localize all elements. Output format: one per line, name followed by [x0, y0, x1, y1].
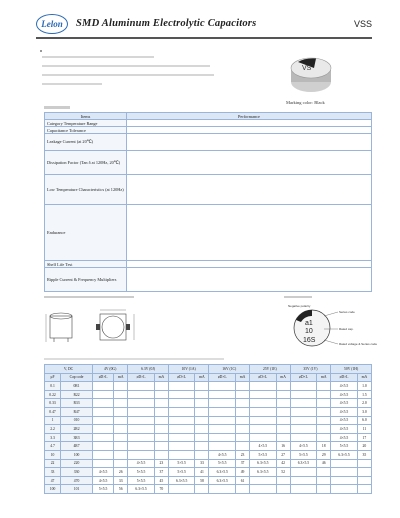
ripple-cell: [236, 442, 250, 451]
size-cell: 5×5.5: [250, 450, 277, 459]
size-cell: [290, 390, 317, 399]
capacitor-marking-text: VS: [302, 65, 312, 72]
ratings-heading: [44, 358, 224, 360]
cap-code-cell: R22: [61, 390, 93, 399]
size-cell: [290, 382, 317, 391]
size-subheader: øD×L: [128, 373, 155, 382]
ripple-cell: [195, 399, 209, 408]
size-cell: 5×5.5: [168, 459, 195, 468]
specifications-heading: [44, 106, 70, 109]
ripple-cell: [276, 476, 290, 485]
capacitance-cell: 0.22: [45, 390, 61, 399]
spec-value: [127, 134, 372, 151]
spec-item: Endurance: [45, 205, 127, 261]
size-cell: [290, 407, 317, 416]
capacitance-cell: 0.1: [45, 382, 61, 391]
feature-list: [42, 56, 242, 92]
voltage-header: 16V (1C): [209, 365, 250, 374]
ripple-cell: [114, 382, 128, 391]
ripple-cell: [154, 450, 168, 459]
ripple-cell: 27: [276, 450, 290, 459]
capacitance-cell: 0.47: [45, 407, 61, 416]
size-cell: [128, 450, 155, 459]
capacitance-cell: 3.3: [45, 433, 61, 442]
size-cell: [168, 382, 195, 391]
size-cell: [93, 433, 114, 442]
voltage-header: 10V (1A): [168, 365, 209, 374]
size-cell: [290, 485, 317, 494]
size-cell: [93, 382, 114, 391]
ripple-cell: 16: [276, 442, 290, 451]
size-cell: [128, 442, 155, 451]
size-cell: 5×5.5: [331, 442, 358, 451]
size-cell: [209, 399, 236, 408]
size-cell: 4×5.5: [93, 476, 114, 485]
ripple-cell: [317, 382, 331, 391]
size-cell: [209, 433, 236, 442]
ripple-cell: [114, 450, 128, 459]
size-subheader: øD×L: [209, 373, 236, 382]
spec-item: Leakage Current (at 20℃): [45, 134, 127, 151]
size-cell: 4×5.5: [331, 407, 358, 416]
size-cell: [250, 425, 277, 434]
ripple-cell: 58: [195, 476, 209, 485]
size-cell: [209, 416, 236, 425]
size-cell: [250, 407, 277, 416]
ripple-cell: [357, 459, 371, 468]
size-cell: [250, 433, 277, 442]
voltage-header: 50V (1H): [331, 365, 372, 374]
size-cell: [168, 433, 195, 442]
ripple-cell: [276, 485, 290, 494]
size-cell: [290, 433, 317, 442]
ripple-cell: [276, 390, 290, 399]
feature-bullet: [40, 50, 42, 52]
size-cell: 6.3×5.5: [250, 468, 277, 477]
ripple-cell: [317, 416, 331, 425]
size-cell: 6.3×5.5: [250, 459, 277, 468]
capacitance-cell: 33: [45, 468, 61, 477]
ripple-cell: [276, 425, 290, 434]
ripple-cell: 52: [276, 468, 290, 477]
size-cell: 6.3×5.5: [168, 476, 195, 485]
ripple-cell: [317, 407, 331, 416]
ripple-cell: 2.0: [357, 399, 371, 408]
ripple-cell: 6.0: [357, 416, 371, 425]
size-cell: [93, 442, 114, 451]
ripple-subheader: mA: [154, 373, 168, 382]
marking-diagram: [288, 302, 378, 354]
size-cell: 4×5.5: [331, 382, 358, 391]
ripple-cell: [357, 468, 371, 477]
spec-item: Dissipation Factor (Tan δ at 120Hz, 20℃): [45, 151, 127, 175]
header-divider: [36, 37, 372, 39]
logo-text: Lelon: [41, 19, 63, 29]
specifications-table: [44, 112, 372, 292]
size-cell: [128, 416, 155, 425]
ripple-cell: 70: [154, 485, 168, 494]
size-cell: [93, 459, 114, 468]
table-row: [45, 468, 372, 477]
size-cell: 5×5.5: [93, 485, 114, 494]
size-cell: [128, 399, 155, 408]
size-cell: 6.3×5.5: [290, 459, 317, 468]
ripple-subheader: mA: [195, 373, 209, 382]
spec-header-performance: Performance: [127, 113, 372, 120]
ripple-cell: [236, 485, 250, 494]
size-cell: [128, 407, 155, 416]
size-cell: 6.3×5.5: [209, 476, 236, 485]
ripple-cell: 45: [154, 476, 168, 485]
size-cell: [290, 476, 317, 485]
size-cell: [168, 442, 195, 451]
capacitance-cell: 0.33: [45, 399, 61, 408]
ripple-cell: [154, 442, 168, 451]
ripple-cell: [114, 399, 128, 408]
size-cell: [93, 399, 114, 408]
ripple-cell: [195, 390, 209, 399]
size-cell: [168, 450, 195, 459]
marking-line-2: 10: [305, 328, 313, 335]
capacitor-photo: [286, 52, 336, 96]
spec-value: [127, 261, 372, 268]
callout-rated-voltage: Rated voltage & Series code: [339, 342, 378, 346]
spec-header-items: Items: [45, 113, 127, 120]
capacitance-cell: 47: [45, 476, 61, 485]
size-subheader: øD×L: [168, 373, 195, 382]
size-cell: [250, 382, 277, 391]
size-cell: [331, 485, 358, 494]
ripple-cell: 37: [154, 468, 168, 477]
spec-item: Ripple Current & Frequency Multipliers: [45, 268, 127, 292]
ripple-subheader: mA: [317, 373, 331, 382]
size-cell: 4×5.5: [331, 425, 358, 434]
size-cell: 6.3×5.5: [331, 450, 358, 459]
dimensions-heading: [44, 296, 134, 298]
size-cell: [128, 425, 155, 434]
size-cell: [290, 416, 317, 425]
ripple-cell: 18: [317, 442, 331, 451]
size-cell: [93, 450, 114, 459]
spec-item: Low Temperature Characteristics (at 120Hz): [45, 175, 127, 205]
ripple-cell: [276, 399, 290, 408]
ripple-cell: [114, 459, 128, 468]
size-cell: 4×5.5: [331, 399, 358, 408]
cap-code-cell: 0R1: [61, 382, 93, 391]
size-cell: [250, 399, 277, 408]
size-cell: [250, 390, 277, 399]
voltage-header: 35V (1V): [290, 365, 331, 374]
ripple-cell: [154, 382, 168, 391]
size-cell: [209, 442, 236, 451]
size-cell: [168, 485, 195, 494]
size-cell: [128, 382, 155, 391]
ripple-cell: [357, 476, 371, 485]
ripple-cell: [317, 433, 331, 442]
capacitance-cell: 100: [45, 485, 61, 494]
ripple-cell: 26: [114, 468, 128, 477]
size-cell: [93, 390, 114, 399]
ripple-cell: 29: [317, 450, 331, 459]
size-cell: [93, 425, 114, 434]
ripple-cell: [114, 390, 128, 399]
marking-heading: [284, 296, 312, 298]
ripple-cell: [357, 485, 371, 494]
cap-code-cell: 010: [61, 416, 93, 425]
size-cell: 4×5.5: [250, 442, 277, 451]
ripple-cell: [154, 390, 168, 399]
ripple-cell: [276, 416, 290, 425]
ripple-cell: 56: [114, 485, 128, 494]
table-row: [45, 425, 372, 434]
size-cell: [290, 399, 317, 408]
series-code: VSS: [353, 19, 372, 29]
ripple-cell: [276, 433, 290, 442]
size-cell: [209, 425, 236, 434]
ripple-cell: [236, 407, 250, 416]
ripple-cell: 20: [357, 442, 371, 451]
size-cell: [209, 407, 236, 416]
size-cell: [128, 433, 155, 442]
feature-line: [42, 83, 102, 85]
ripple-cell: [154, 433, 168, 442]
ripple-cell: [236, 416, 250, 425]
size-cell: [168, 425, 195, 434]
ripple-cell: [195, 442, 209, 451]
callout-rated-cap: Rated cap.: [339, 327, 354, 331]
lelon-logo: [36, 14, 68, 34]
ripple-cell: 46: [317, 459, 331, 468]
dimension-drawing: [44, 304, 154, 348]
ripple-cell: [154, 425, 168, 434]
size-cell: [93, 407, 114, 416]
table-row: [45, 382, 372, 391]
ripple-cell: [236, 382, 250, 391]
size-cell: [168, 416, 195, 425]
ripple-cell: 61: [236, 476, 250, 485]
capacitance-cell: 2.2: [45, 425, 61, 434]
ripple-cell: [114, 433, 128, 442]
ripple-cell: [195, 485, 209, 494]
size-cell: 5×5.5: [128, 468, 155, 477]
ripple-subheader: mA: [276, 373, 290, 382]
ripple-cell: 35: [357, 450, 371, 459]
size-cell: [168, 390, 195, 399]
ripple-cell: 49: [236, 468, 250, 477]
ratings-table: [44, 364, 372, 494]
feature-line: [42, 74, 214, 76]
spec-item: Shelf Life Test: [45, 261, 127, 268]
ripple-cell: [317, 476, 331, 485]
size-cell: 4×5.5: [331, 416, 358, 425]
ripple-cell: [154, 416, 168, 425]
size-cell: 4×5.5: [93, 468, 114, 477]
size-cell: [250, 485, 277, 494]
size-cell: [168, 399, 195, 408]
ripple-cell: 33: [195, 459, 209, 468]
ripple-cell: [317, 425, 331, 434]
ripple-cell: [114, 407, 128, 416]
size-cell: [250, 476, 277, 485]
capacitance-cell: 1: [45, 416, 61, 425]
spec-value: [127, 268, 372, 292]
spec-value: [127, 120, 372, 127]
ripple-cell: [195, 433, 209, 442]
ripple-cell: 17: [357, 433, 371, 442]
ripple-cell: 41: [195, 468, 209, 477]
voltage-header: 25V (1E): [250, 365, 291, 374]
ripple-cell: [195, 425, 209, 434]
table-row: [45, 407, 372, 416]
feature-line: [42, 56, 154, 58]
size-cell: [168, 407, 195, 416]
cap-code-cell: 3R3: [61, 433, 93, 442]
table-row: [45, 450, 372, 459]
ripple-cell: [154, 407, 168, 416]
size-cell: [290, 425, 317, 434]
ripple-cell: [195, 407, 209, 416]
size-cell: [331, 476, 358, 485]
ripple-cell: [195, 450, 209, 459]
marking-line-1: a1: [305, 320, 313, 327]
table-row: [45, 416, 372, 425]
spec-value: [127, 205, 372, 261]
ripple-cell: [317, 468, 331, 477]
cap-code-cell: 101: [61, 485, 93, 494]
ripple-cell: [195, 382, 209, 391]
size-subheader: øD×L: [93, 373, 114, 382]
ripple-cell: [317, 485, 331, 494]
ripple-cell: [236, 399, 250, 408]
ripple-cell: [276, 407, 290, 416]
spec-value: [127, 175, 372, 205]
voltage-header: 4V (0G): [93, 365, 128, 374]
page-header: [36, 14, 372, 38]
feature-line: [42, 65, 210, 67]
ripple-cell: 1.5: [357, 390, 371, 399]
voltage-header: 6.3V (0J): [128, 365, 169, 374]
ripple-cell: [154, 399, 168, 408]
cap-code-cell: 4R7: [61, 442, 93, 451]
size-cell: [93, 416, 114, 425]
ripple-cell: 37: [236, 459, 250, 468]
ripple-cell: 23: [154, 459, 168, 468]
cap-code-cell: 220: [61, 459, 93, 468]
size-subheader: øD×L: [250, 373, 277, 382]
size-cell: [290, 468, 317, 477]
ripple-cell: 1.0: [357, 382, 371, 391]
size-cell: [250, 416, 277, 425]
ripple-subheader: mA: [114, 373, 128, 382]
ripple-cell: [236, 433, 250, 442]
size-cell: [128, 390, 155, 399]
ripple-cell: 11: [357, 425, 371, 434]
spec-item: Capacitance Tolerance: [45, 127, 127, 134]
size-cell: 5×5.5: [209, 459, 236, 468]
size-cell: 4×5.5: [209, 450, 236, 459]
photo-caption: Marking color: Black: [286, 100, 325, 105]
ripple-cell: [114, 416, 128, 425]
ripple-cell: [276, 382, 290, 391]
cap-code-cell: 330: [61, 468, 93, 477]
spec-value: [127, 151, 372, 175]
capacitance-cell: 22: [45, 459, 61, 468]
ripple-subheader: mA: [236, 373, 250, 382]
ripple-cell: [114, 425, 128, 434]
spec-value: [127, 127, 372, 134]
ripple-cell: [236, 390, 250, 399]
size-cell: 5×5.5: [290, 450, 317, 459]
size-cell: [331, 459, 358, 468]
rating-sub-code: Cap code: [61, 373, 93, 382]
table-row: [45, 390, 372, 399]
size-cell: 6.3×5.5: [209, 468, 236, 477]
callout-series-code: Series code: [339, 310, 355, 314]
polarity-label: Negative polarity: [288, 304, 311, 308]
size-cell: [209, 390, 236, 399]
size-cell: 5×5.5: [128, 476, 155, 485]
table-row: [45, 442, 372, 451]
size-cell: 4×5.5: [331, 390, 358, 399]
capacitance-cell: 4.7: [45, 442, 61, 451]
size-cell: [209, 485, 236, 494]
ripple-cell: 42: [276, 459, 290, 468]
size-cell: 6.3×5.5: [128, 485, 155, 494]
ripple-cell: [317, 399, 331, 408]
ripple-cell: 33: [114, 476, 128, 485]
table-row: [45, 476, 372, 485]
table-row: [45, 459, 372, 468]
table-row: [45, 399, 372, 408]
ripple-cell: [195, 416, 209, 425]
size-cell: [209, 382, 236, 391]
rating-sub-cap: μF: [45, 373, 61, 382]
size-cell: 4×5.5: [290, 442, 317, 451]
size-cell: 5×5.5: [168, 468, 195, 477]
rating-corner: V, DC: [45, 365, 93, 374]
cap-code-cell: 2R2: [61, 425, 93, 434]
ripple-subheader: mA: [357, 373, 371, 382]
size-subheader: øD×L: [331, 373, 358, 382]
document-title: SMD Aluminum Electrolytic Capacitors: [76, 18, 257, 29]
size-cell: [331, 468, 358, 477]
spec-item: Category Temperature Range: [45, 120, 127, 127]
capacitance-cell: 10: [45, 450, 61, 459]
ripple-cell: [236, 425, 250, 434]
ripple-cell: 23: [236, 450, 250, 459]
ripple-cell: [114, 442, 128, 451]
ripple-cell: [317, 390, 331, 399]
ripple-cell: 3.0: [357, 407, 371, 416]
table-row: [45, 433, 372, 442]
table-row: [45, 485, 372, 494]
cap-code-cell: 470: [61, 476, 93, 485]
size-cell: 4×5.5: [331, 433, 358, 442]
cap-code-cell: R47: [61, 407, 93, 416]
cap-code-cell: R33: [61, 399, 93, 408]
size-subheader: øD×L: [290, 373, 317, 382]
size-cell: 4×5.5: [128, 459, 155, 468]
marking-line-3: 16S: [303, 337, 316, 344]
cap-code-cell: 100: [61, 450, 93, 459]
